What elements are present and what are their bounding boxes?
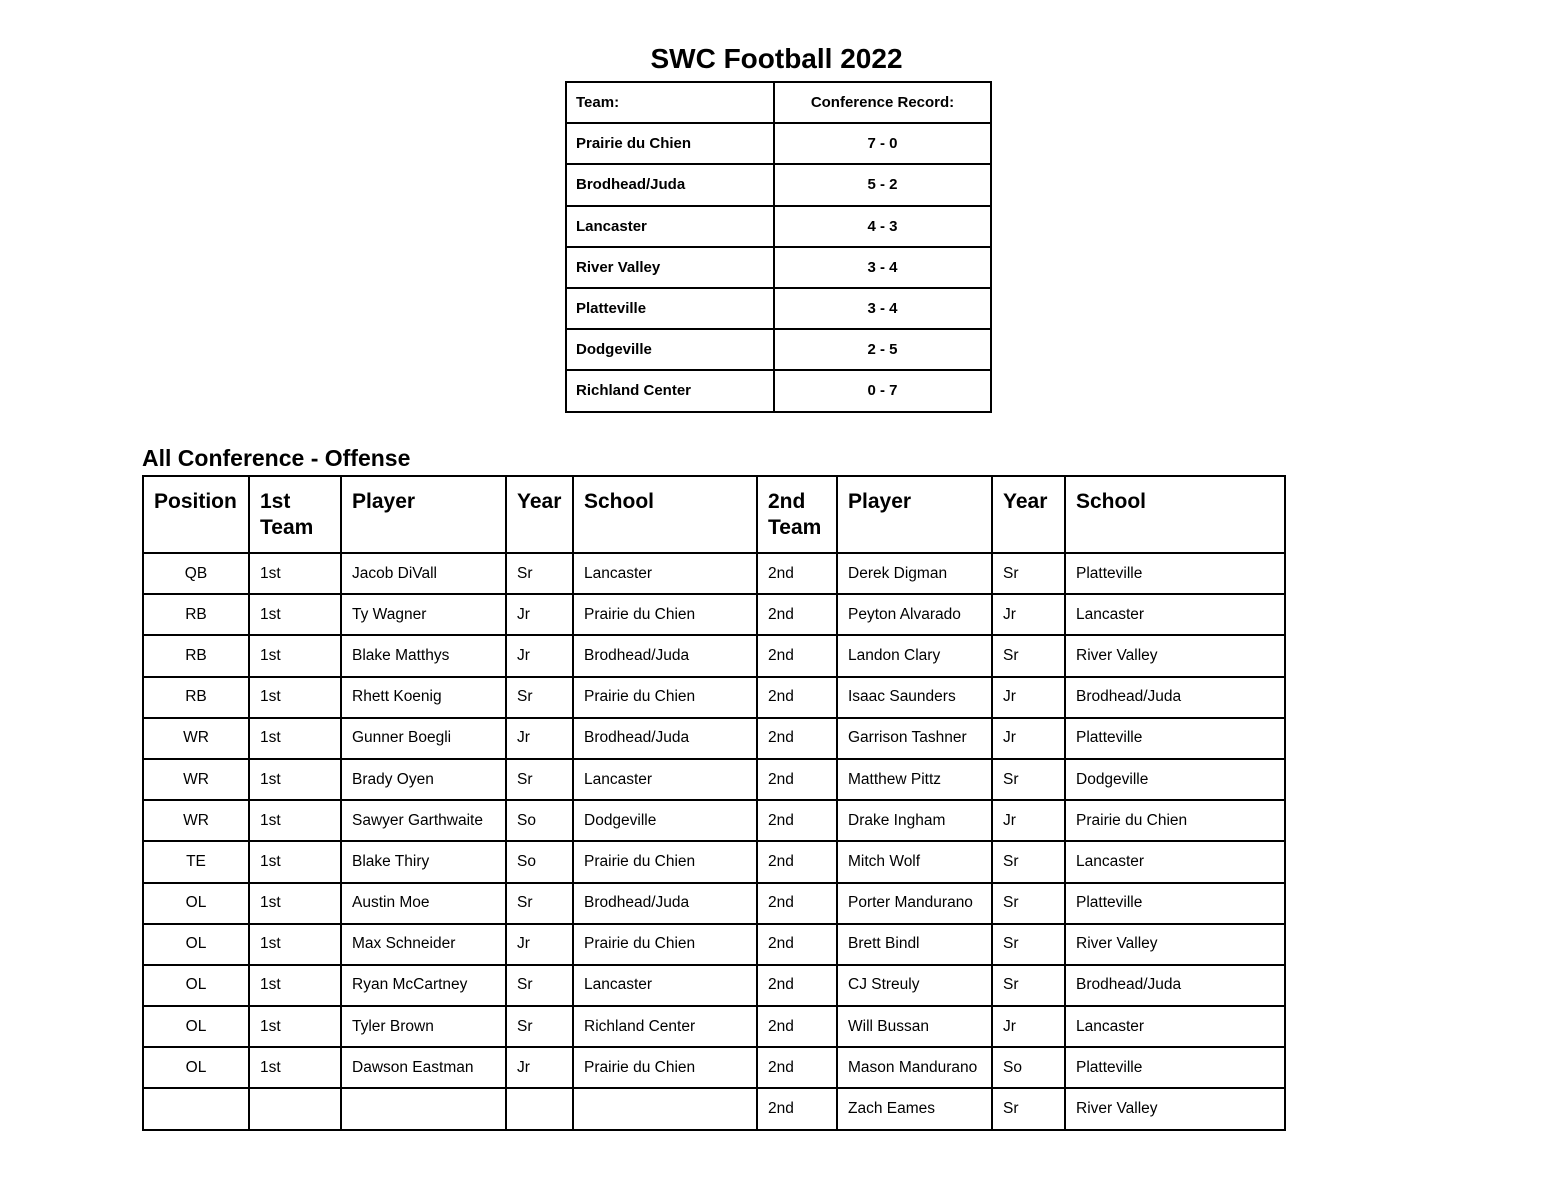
player-1st-cell: Tyler Brown xyxy=(341,1006,506,1047)
first-team-cell: 1st xyxy=(249,718,341,759)
year-2nd-cell: Sr xyxy=(992,965,1065,1006)
school-2nd-cell: River Valley xyxy=(1065,635,1285,676)
standings-record-cell: 3 - 4 xyxy=(774,288,991,329)
year-2nd-cell: Sr xyxy=(992,635,1065,676)
position-cell: TE xyxy=(143,841,249,882)
table-row xyxy=(143,924,1285,965)
position-cell: OL xyxy=(143,965,249,1006)
second-team-cell: 2nd xyxy=(757,924,837,965)
school-2nd-cell: Brodhead/Juda xyxy=(1065,677,1285,718)
standings-team-cell: Dodgeville xyxy=(566,329,774,370)
table-row xyxy=(143,1088,1285,1129)
table-row xyxy=(143,841,1285,882)
year-1st-cell xyxy=(506,1088,573,1129)
year-2nd-cell: Jr xyxy=(992,800,1065,841)
standings-record-cell: 0 - 7 xyxy=(774,370,991,411)
second-team-cell: 2nd xyxy=(757,594,837,635)
school-1st-cell: Prairie du Chien xyxy=(573,677,757,718)
standings-record-cell: 4 - 3 xyxy=(774,206,991,247)
year-1st-cell: Sr xyxy=(506,677,573,718)
player-2nd-cell: Garrison Tashner xyxy=(837,718,992,759)
school-2nd-cell: River Valley xyxy=(1065,924,1285,965)
school-2nd-cell: Platteville xyxy=(1065,1047,1285,1088)
standings-row xyxy=(566,370,991,411)
year-2nd-cell: Jr xyxy=(992,1006,1065,1047)
standings-record-cell: 7 - 0 xyxy=(774,123,991,164)
standings-record-cell: 5 - 2 xyxy=(774,164,991,205)
first-team-cell xyxy=(249,1088,341,1129)
table-row xyxy=(143,553,1285,594)
second-team-cell: 2nd xyxy=(757,841,837,882)
school-2nd-cell: Dodgeville xyxy=(1065,759,1285,800)
year-1st-cell: So xyxy=(506,841,573,882)
second-team-cell: 2nd xyxy=(757,718,837,759)
first-team-cell: 1st xyxy=(249,553,341,594)
standings-team-cell: Lancaster xyxy=(566,206,774,247)
page-title: SWC Football 2022 xyxy=(650,43,903,74)
standings-record-cell: 2 - 5 xyxy=(774,329,991,370)
first-team-cell: 1st xyxy=(249,594,341,635)
position-cell: WR xyxy=(143,759,249,800)
second-team-cell: 2nd xyxy=(757,553,837,594)
school-1st-cell: Prairie du Chien xyxy=(573,594,757,635)
first-team-cell: 1st xyxy=(249,1047,341,1088)
first-team-cell: 1st xyxy=(249,635,341,676)
first-team-cell: 1st xyxy=(249,1006,341,1047)
table-row xyxy=(143,1006,1285,1047)
year-1st-cell: Jr xyxy=(506,594,573,635)
header-player-2nd: Player xyxy=(837,476,992,553)
player-1st-cell: Gunner Boegli xyxy=(341,718,506,759)
standings-team-cell: Richland Center xyxy=(566,370,774,411)
second-team-cell: 2nd xyxy=(757,759,837,800)
first-team-cell: 1st xyxy=(249,883,341,924)
school-2nd-cell: Brodhead/Juda xyxy=(1065,965,1285,1006)
school-2nd-cell: Prairie du Chien xyxy=(1065,800,1285,841)
school-2nd-cell: River Valley xyxy=(1065,1088,1285,1129)
standings-team-cell: Brodhead/Juda xyxy=(566,164,774,205)
year-2nd-cell: Jr xyxy=(992,677,1065,718)
player-1st-cell: Sawyer Garthwaite xyxy=(341,800,506,841)
position-cell: OL xyxy=(143,1006,249,1047)
table-row xyxy=(143,718,1285,759)
player-1st-cell: Blake Thiry xyxy=(341,841,506,882)
header-1st-team: 1st Team xyxy=(249,476,341,553)
player-2nd-cell: Derek Digman xyxy=(837,553,992,594)
standings-header-team: Team: xyxy=(566,82,774,123)
header-year-1st: Year xyxy=(506,476,573,553)
position-cell: OL xyxy=(143,1047,249,1088)
player-1st-cell: Ryan McCartney xyxy=(341,965,506,1006)
first-team-cell: 1st xyxy=(249,965,341,1006)
player-2nd-cell: Brett Bindl xyxy=(837,924,992,965)
school-1st-cell: Prairie du Chien xyxy=(573,1047,757,1088)
standings-record-cell: 3 - 4 xyxy=(774,247,991,288)
school-2nd-cell: Lancaster xyxy=(1065,841,1285,882)
player-1st-cell: Austin Moe xyxy=(341,883,506,924)
position-cell: OL xyxy=(143,883,249,924)
position-cell xyxy=(143,1088,249,1129)
year-1st-cell: Jr xyxy=(506,924,573,965)
position-cell: QB xyxy=(143,553,249,594)
year-2nd-cell: Jr xyxy=(992,594,1065,635)
second-team-cell: 2nd xyxy=(757,1006,837,1047)
player-1st-cell: Brady Oyen xyxy=(341,759,506,800)
position-cell: OL xyxy=(143,924,249,965)
first-team-cell: 1st xyxy=(249,759,341,800)
year-2nd-cell: Sr xyxy=(992,924,1065,965)
player-1st-cell: Max Schneider xyxy=(341,924,506,965)
year-1st-cell: Sr xyxy=(506,883,573,924)
year-2nd-cell: Sr xyxy=(992,1088,1065,1129)
standings-team-cell: Platteville xyxy=(566,288,774,329)
offense-header-row xyxy=(143,476,1285,553)
table-row xyxy=(143,883,1285,924)
year-2nd-cell: Jr xyxy=(992,718,1065,759)
standings-team-cell: River Valley xyxy=(566,247,774,288)
player-2nd-cell: Peyton Alvarado xyxy=(837,594,992,635)
standings-header-row xyxy=(566,82,991,123)
school-2nd-cell: Platteville xyxy=(1065,553,1285,594)
table-row xyxy=(143,759,1285,800)
player-2nd-cell: Will Bussan xyxy=(837,1006,992,1047)
second-team-cell: 2nd xyxy=(757,883,837,924)
player-2nd-cell: Zach Eames xyxy=(837,1088,992,1129)
second-team-cell: 2nd xyxy=(757,677,837,718)
standings-table xyxy=(565,81,992,413)
player-1st-cell: Dawson Eastman xyxy=(341,1047,506,1088)
school-1st-cell: Lancaster xyxy=(573,965,757,1006)
year-1st-cell: Jr xyxy=(506,1047,573,1088)
school-1st-cell: Brodhead/Juda xyxy=(573,883,757,924)
year-2nd-cell: Sr xyxy=(992,759,1065,800)
school-1st-cell: Lancaster xyxy=(573,759,757,800)
second-team-cell: 2nd xyxy=(757,965,837,1006)
year-1st-cell: So xyxy=(506,800,573,841)
first-team-cell: 1st xyxy=(249,800,341,841)
second-team-cell: 2nd xyxy=(757,800,837,841)
standings-row xyxy=(566,206,991,247)
year-1st-cell: Sr xyxy=(506,553,573,594)
player-1st-cell xyxy=(341,1088,506,1129)
standings-row xyxy=(566,288,991,329)
standings-row xyxy=(566,123,991,164)
school-1st-cell: Prairie du Chien xyxy=(573,924,757,965)
position-cell: RB xyxy=(143,594,249,635)
player-2nd-cell: Drake Ingham xyxy=(837,800,992,841)
school-1st-cell: Lancaster xyxy=(573,553,757,594)
year-1st-cell: Sr xyxy=(506,759,573,800)
position-cell: WR xyxy=(143,718,249,759)
school-2nd-cell: Platteville xyxy=(1065,718,1285,759)
player-2nd-cell: Matthew Pittz xyxy=(837,759,992,800)
player-1st-cell: Jacob DiVall xyxy=(341,553,506,594)
first-team-cell: 1st xyxy=(249,924,341,965)
year-2nd-cell: So xyxy=(992,1047,1065,1088)
player-2nd-cell: Landon Clary xyxy=(837,635,992,676)
header-2nd-team: 2nd Team xyxy=(757,476,837,553)
player-1st-cell: Blake Matthys xyxy=(341,635,506,676)
first-team-cell: 1st xyxy=(249,841,341,882)
school-1st-cell: Brodhead/Juda xyxy=(573,718,757,759)
second-team-cell: 2nd xyxy=(757,1047,837,1088)
position-cell: WR xyxy=(143,800,249,841)
player-1st-cell: Rhett Koenig xyxy=(341,677,506,718)
player-1st-cell: Ty Wagner xyxy=(341,594,506,635)
school-1st-cell: Richland Center xyxy=(573,1006,757,1047)
header-school-2nd: School xyxy=(1065,476,1285,553)
first-team-cell: 1st xyxy=(249,677,341,718)
school-2nd-cell: Platteville xyxy=(1065,883,1285,924)
player-2nd-cell: Mitch Wolf xyxy=(837,841,992,882)
player-2nd-cell: Isaac Saunders xyxy=(837,677,992,718)
school-1st-cell: Prairie du Chien xyxy=(573,841,757,882)
year-2nd-cell: Sr xyxy=(992,841,1065,882)
header-school-1st: School xyxy=(573,476,757,553)
year-2nd-cell: Sr xyxy=(992,883,1065,924)
year-1st-cell: Jr xyxy=(506,635,573,676)
offense-table xyxy=(142,475,1286,1131)
school-1st-cell xyxy=(573,1088,757,1129)
table-row xyxy=(143,1047,1285,1088)
table-row xyxy=(143,594,1285,635)
school-1st-cell: Dodgeville xyxy=(573,800,757,841)
second-team-cell: 2nd xyxy=(757,635,837,676)
standings-row xyxy=(566,329,991,370)
year-1st-cell: Sr xyxy=(506,965,573,1006)
standings-row xyxy=(566,247,991,288)
standings-row xyxy=(566,164,991,205)
table-row xyxy=(143,800,1285,841)
header-player-1st: Player xyxy=(341,476,506,553)
year-2nd-cell: Sr xyxy=(992,553,1065,594)
standings-header-record: Conference Record: xyxy=(774,82,991,123)
school-2nd-cell: Lancaster xyxy=(1065,594,1285,635)
table-row xyxy=(143,635,1285,676)
standings-team-cell: Prairie du Chien xyxy=(566,123,774,164)
second-team-cell: 2nd xyxy=(757,1088,837,1129)
year-1st-cell: Sr xyxy=(506,1006,573,1047)
player-2nd-cell: Mason Mandurano xyxy=(837,1047,992,1088)
header-position: Position xyxy=(143,476,249,553)
player-2nd-cell: CJ Streuly xyxy=(837,965,992,1006)
position-cell: RB xyxy=(143,635,249,676)
table-row xyxy=(143,677,1285,718)
school-1st-cell: Brodhead/Juda xyxy=(573,635,757,676)
header-year-2nd: Year xyxy=(992,476,1065,553)
table-row xyxy=(143,965,1285,1006)
position-cell: RB xyxy=(143,677,249,718)
school-2nd-cell: Lancaster xyxy=(1065,1006,1285,1047)
offense-heading: All Conference - Offense xyxy=(142,445,411,471)
player-2nd-cell: Porter Mandurano xyxy=(837,883,992,924)
year-1st-cell: Jr xyxy=(506,718,573,759)
